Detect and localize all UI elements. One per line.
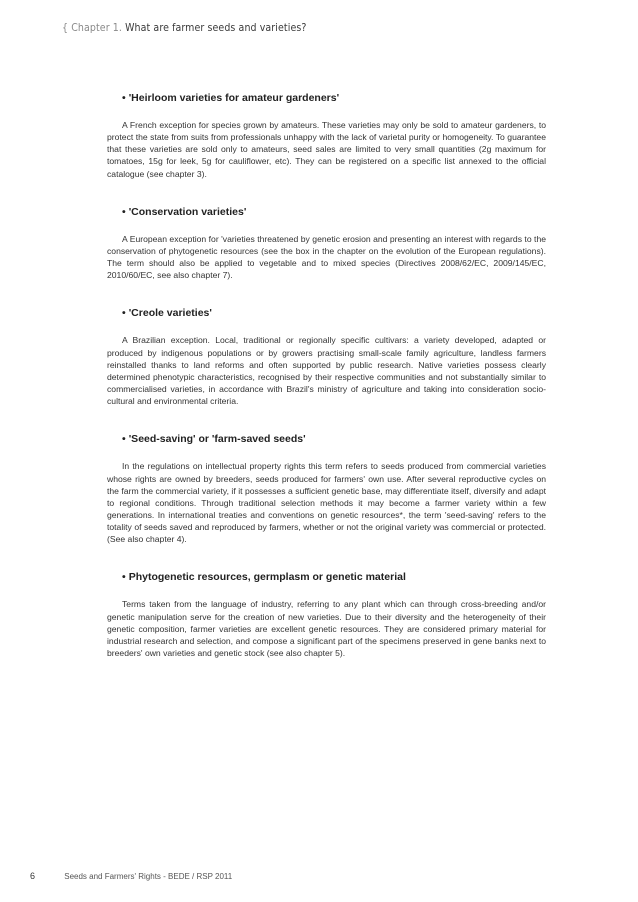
section-heading [122, 92, 546, 105]
section-body: Terms taken from the language of industry, referring to any plant which can through cross-breeding and/or genetic manipulation serve for the creation of new varieties. Due to their diversity and the heterogeneity of their genetic composition, farmer varieties are excellent genetic resources. They are considered primary material for industrial research and selection, and compose a significant part of the specimens preserved in gene banks next to breeders' own varieties and genetic stock (see also chapter 5). [107, 599, 546, 659]
section-heading [122, 307, 546, 320]
running-header [62, 22, 307, 34]
section-heading [122, 571, 546, 584]
footer-source: Seeds and Farmers' Rights - BEDE / RSP 2011 [64, 872, 233, 881]
chapter-title: What are farmer seeds and varieties? [125, 22, 307, 34]
bullet-icon: • [122, 92, 126, 104]
section-phytogenetic [107, 571, 546, 659]
bullet-icon: • [122, 571, 126, 584]
section-conservation [107, 206, 546, 282]
section-seed-saving [107, 433, 546, 545]
bullet-icon: • [122, 205, 126, 218]
section-body: In the regulations on intellectual property rights this term refers to seeds produced from commercial varieties whose rights are owned by breeders, seeds produced for farmers' own use. After several reproductive cycles on the farm the commercial variety, if it possesses a sufficient genetic base, may differentiate itself, diversify and adapt to regional conditions. Through traditional selection methods it may become a farmer variety within a few generations. In international treaties and conventions on genetic resources*, the term 'seed-saving' refers to the totality of seeds saved and reproduced by farmers, whether or not the original variety was commercial or protected. (See also chapter 4). [107, 461, 546, 545]
section-body: A European exception for 'varieties threatened by genetic erosion and presenting an interest with regards to the conservation of phytogenetic resources (see the box in the chapter on the evolution of the European regulations). The term should also be applied to vegetable and to mixed species (Directives 2008/62/EC, 2009/145/EC, 2010/60/EC, see also chapter 7). [107, 233, 546, 281]
chapter-label: { Chapter 1. [62, 22, 122, 34]
section-creole [107, 307, 546, 407]
bullet-icon: • [122, 307, 126, 320]
section-heading-text: 'Creole varieties' [128, 307, 212, 320]
main-content [107, 92, 546, 659]
section-heading-text: 'Conservation varieties' [128, 205, 247, 218]
section-heading-text: 'Seed-saving' or 'farm-saved seeds' [128, 433, 306, 446]
bullet-icon: • [122, 433, 126, 446]
page-number: 6 [30, 871, 36, 881]
section-body: A Brazilian exception. Local, traditional or regionally specific cultivars: a variety developed, adapted or produced by indigenous populations or by growers practising small-scale family agriculture, landless farmers reinstalled thanks to land reforms and often supported by public research. Native varieties possess clearly determined phenotypic characteristics, recognised by their respective communities and not substantially similar to commercialised varieties, in accordance with Brazil's ministry of agriculture and taking into consideration socio-cultural and environmental criteria. [107, 335, 546, 407]
section-heading-text: Phytogenetic resources, germplasm or genetic material [128, 571, 406, 584]
section-heirloom [107, 92, 546, 180]
section-body: A French exception for species grown by amateurs. These varieties may only be sold to amateur gardeners, to protect the state from suits from professionals unhappy with the lack of varietal purity or homogeneity. To guarantee that these varieties are sold only to amateurs, seed sales are limited to very small quantities (2g maximum for tomatoes, 15g for leek, 5g for cauliflower, etc). They can be registered on a specific list annexed to the official catalogue (see chapter 3). [107, 120, 546, 179]
section-heading-text: 'Heirloom varieties for amateur gardeners' [128, 92, 340, 104]
section-heading [122, 433, 546, 446]
page-footer [30, 871, 232, 881]
section-heading [122, 206, 546, 219]
